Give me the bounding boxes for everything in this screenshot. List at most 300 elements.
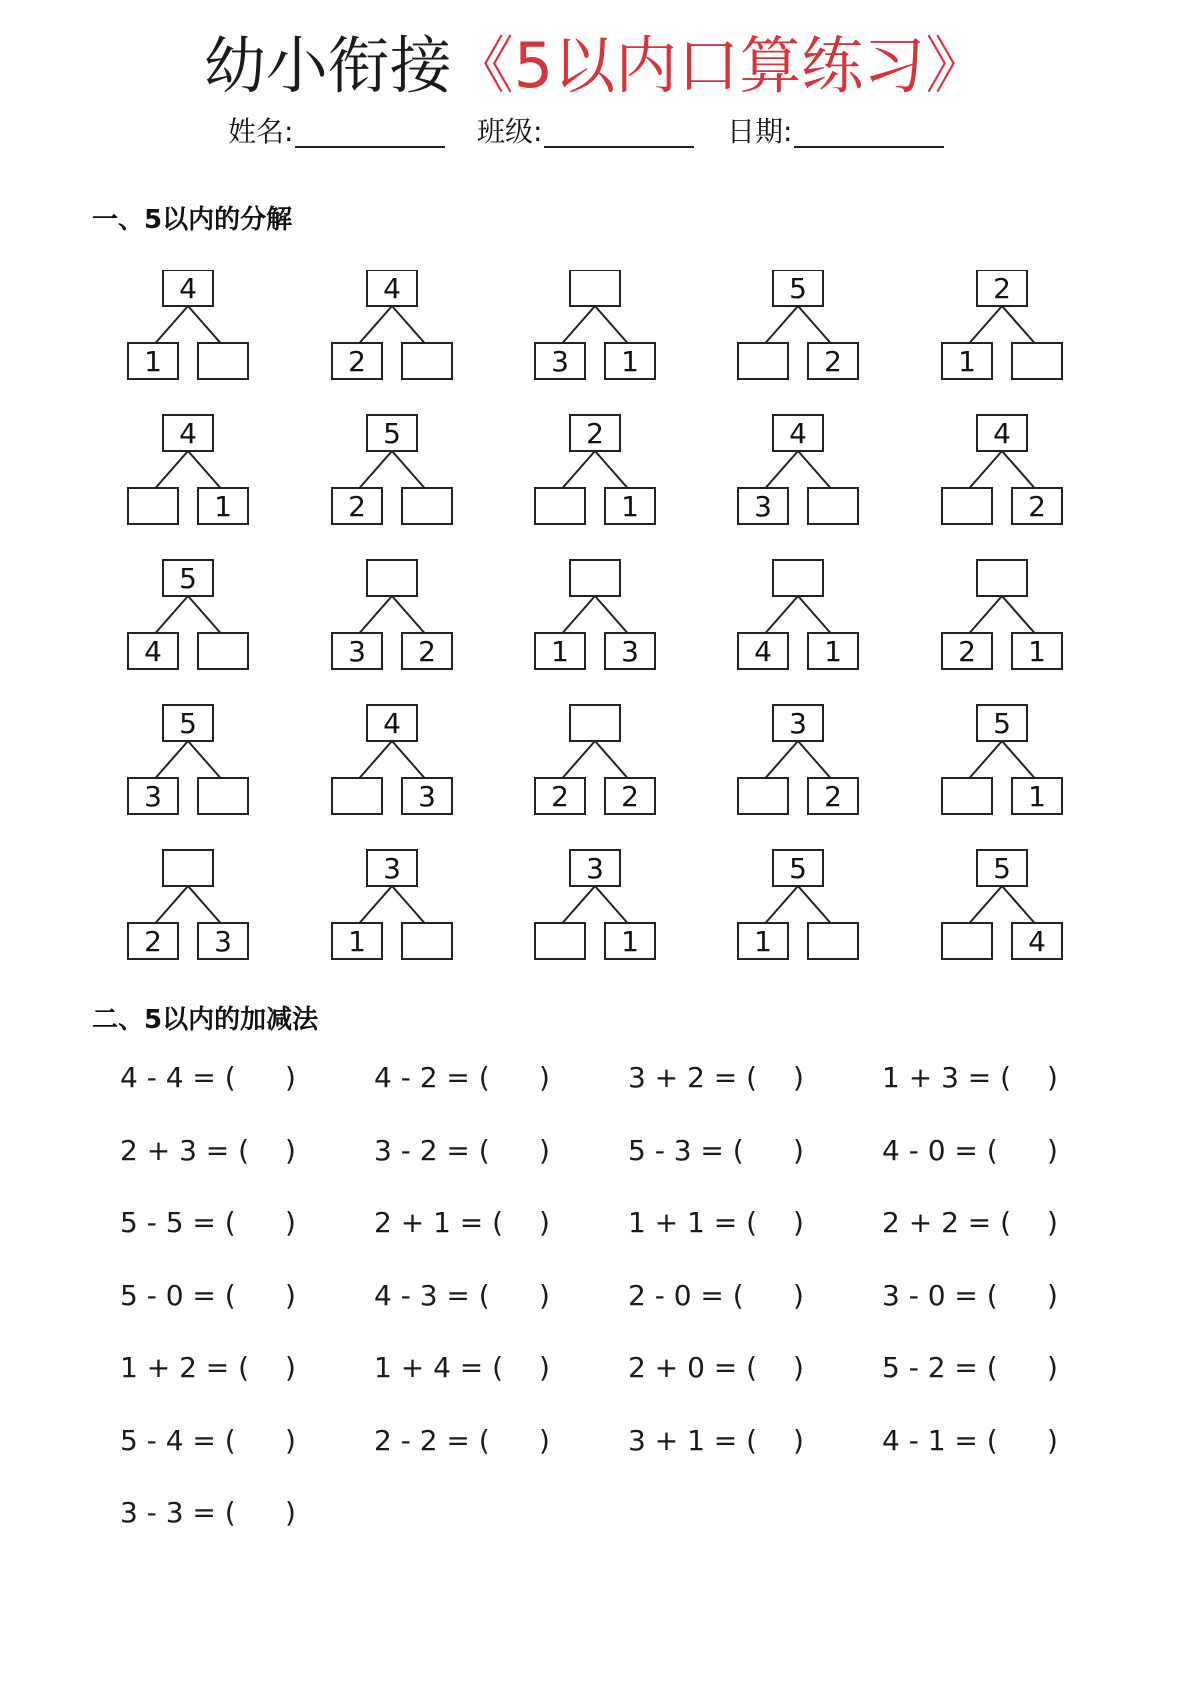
tree-left-box-frame <box>332 778 382 814</box>
equation-item[interactable] <box>374 1133 550 1169</box>
decomposition-tree <box>128 560 248 669</box>
branch-left <box>970 451 1003 488</box>
tree-top-box-value: 4 <box>383 272 401 305</box>
tree-top-box-value: 3 <box>586 852 604 885</box>
answer-close-paren: ) <box>793 1423 804 1457</box>
tree-top-box-value: 4 <box>179 417 197 450</box>
tree-left-box[interactable] <box>942 778 992 814</box>
branch-right <box>798 451 831 488</box>
equation-item[interactable] <box>882 1205 1058 1241</box>
tree-left-box-frame <box>535 488 585 524</box>
equation-item[interactable] <box>628 1133 804 1169</box>
decomposition-tree <box>738 560 858 669</box>
equation-text: 5 - 5 = ( <box>120 1206 236 1239</box>
tree-top-box-value: 3 <box>383 852 401 885</box>
tree-top-box <box>977 415 1027 451</box>
tree-right-box-frame <box>198 778 248 814</box>
class-field[interactable] <box>477 112 694 152</box>
branch-right <box>1002 306 1035 343</box>
tree-right-box <box>808 633 858 669</box>
answer-close-paren: ) <box>539 1133 550 1167</box>
branch-left <box>360 596 393 633</box>
tree-left-box-value: 4 <box>754 635 772 668</box>
branch-left <box>970 596 1003 633</box>
equation-item[interactable] <box>628 1350 804 1386</box>
tree-right-box-value: 1 <box>621 925 639 958</box>
date-field[interactable] <box>727 112 944 152</box>
branch-left <box>766 886 799 923</box>
tree-top-box-value: 3 <box>789 707 807 740</box>
answer-close-paren: ) <box>793 1061 804 1094</box>
answer-close-paren: ) <box>285 1061 296 1094</box>
equation-text: 1 + 4 = ( <box>374 1351 504 1384</box>
tree-left-box-value: 3 <box>551 345 569 378</box>
branch-right <box>595 451 628 488</box>
answer-close-paren: ) <box>285 1351 296 1384</box>
tree-left-box <box>332 343 382 379</box>
branch-left <box>766 306 799 343</box>
equation-text: 4 - 1 = ( <box>882 1423 998 1457</box>
tree-top-box-value: 5 <box>789 852 807 885</box>
class-blank[interactable] <box>544 112 694 148</box>
tree-top-box[interactable] <box>570 560 620 596</box>
tree-right-box[interactable] <box>198 778 248 814</box>
decomposition-tree <box>535 705 655 814</box>
equation-text: 4 - 0 = ( <box>882 1133 998 1167</box>
tree-left-box[interactable] <box>535 923 585 959</box>
equation-text: 2 + 3 = ( <box>120 1133 250 1167</box>
branch-left <box>970 741 1003 778</box>
tree-right-box-frame <box>198 343 248 379</box>
tree-right-box-frame <box>198 633 248 669</box>
branch-right <box>188 451 221 488</box>
equation-text: 5 - 0 = ( <box>120 1278 236 1312</box>
equation-item[interactable] <box>120 1205 296 1241</box>
equation-item[interactable] <box>120 1278 296 1314</box>
branch-right <box>1002 886 1035 923</box>
branch-right <box>595 741 628 778</box>
decomposition-tree <box>942 850 1062 959</box>
tree-top-box-value: 5 <box>179 562 197 595</box>
tree-right-box-frame <box>402 923 452 959</box>
tree-right-box-value: 4 <box>1028 925 1046 958</box>
tree-right-box <box>605 923 655 959</box>
branch-left <box>563 741 596 778</box>
name-blank[interactable] <box>295 112 445 148</box>
answer-close-paren: ) <box>539 1278 550 1312</box>
equation-item[interactable] <box>882 1423 1058 1459</box>
tree-right-box <box>808 343 858 379</box>
branch-right <box>798 741 831 778</box>
equation-item[interactable] <box>374 1205 550 1241</box>
branch-right <box>595 596 628 633</box>
tree-top-box <box>977 850 1027 886</box>
branch-right <box>392 741 425 778</box>
answer-close-paren: ) <box>285 1206 296 1239</box>
answer-close-paren: ) <box>1047 1423 1058 1457</box>
branch-left <box>970 886 1003 923</box>
tree-top-box <box>773 850 823 886</box>
tree-left-box[interactable] <box>942 923 992 959</box>
branch-left <box>360 886 393 923</box>
tree-right-box[interactable] <box>808 488 858 524</box>
tree-right-box-value: 1 <box>1028 780 1046 813</box>
tree-right-box[interactable] <box>402 343 452 379</box>
tree-right-box-value: 2 <box>621 780 639 813</box>
tree-top-box-value: 4 <box>789 417 807 450</box>
tree-right-box <box>1012 633 1062 669</box>
branch-right <box>798 596 831 633</box>
equation-text: 3 - 2 = ( <box>374 1133 490 1167</box>
tree-right-box <box>605 633 655 669</box>
branch-right <box>798 886 831 923</box>
equation-item[interactable] <box>120 1133 296 1169</box>
branch-left <box>563 596 596 633</box>
tree-right-box[interactable] <box>1012 343 1062 379</box>
equation-text: 5 - 4 = ( <box>120 1423 236 1457</box>
branch-right <box>188 596 221 633</box>
equation-text: 3 - 3 = ( <box>120 1496 236 1529</box>
decomposition-grid <box>0 270 1191 970</box>
equation-text: 4 - 4 = ( <box>120 1061 236 1094</box>
tree-left-box <box>535 778 585 814</box>
branch-left <box>156 741 189 778</box>
tree-top-box <box>773 415 823 451</box>
tree-left-box-value: 3 <box>754 490 772 523</box>
class-label: 班级: <box>477 115 543 148</box>
tree-right-box-value: 3 <box>418 780 436 813</box>
name-field[interactable] <box>228 112 445 152</box>
tree-left-box <box>738 923 788 959</box>
equation-text: 2 + 0 = ( <box>628 1351 758 1384</box>
tree-top-box <box>977 705 1027 741</box>
tree-top-box[interactable] <box>977 560 1027 596</box>
tree-left-box[interactable] <box>332 778 382 814</box>
equation-text: 4 - 2 = ( <box>374 1061 490 1094</box>
tree-right-box <box>1012 778 1062 814</box>
tree-left-box <box>332 923 382 959</box>
tree-right-box-frame <box>1012 343 1062 379</box>
branch-right <box>188 306 221 343</box>
tree-left-box-value: 1 <box>551 635 569 668</box>
equation-item[interactable] <box>374 1350 550 1386</box>
decomposition-tree <box>738 850 858 959</box>
tree-top-box[interactable] <box>570 270 620 306</box>
tree-top-box <box>367 705 417 741</box>
answer-close-paren: ) <box>1047 1061 1058 1094</box>
equation-item[interactable] <box>882 1133 1058 1169</box>
tree-top-box[interactable] <box>163 850 213 886</box>
tree-left-box <box>128 633 178 669</box>
answer-close-paren: ) <box>539 1423 550 1457</box>
tree-top-box <box>367 270 417 306</box>
branch-left <box>360 741 393 778</box>
decomposition-tree <box>535 850 655 959</box>
tree-left-box-frame <box>535 923 585 959</box>
tree-top-box[interactable] <box>367 560 417 596</box>
tree-right-box-value: 3 <box>214 925 232 958</box>
tree-left-box <box>128 923 178 959</box>
title-plain: 幼小衔接 <box>203 29 452 102</box>
tree-right-box-value: 1 <box>214 490 232 523</box>
tree-right-box-value: 3 <box>621 635 639 668</box>
answer-close-paren: ) <box>1047 1206 1058 1239</box>
tree-left-box-value: 2 <box>348 490 366 523</box>
equation-item[interactable] <box>374 1423 550 1459</box>
branch-right <box>392 451 425 488</box>
equation-item[interactable] <box>882 1278 1058 1314</box>
tree-right-box-value: 1 <box>621 345 639 378</box>
tree-left-box-frame <box>942 488 992 524</box>
equation-item[interactable] <box>374 1278 550 1314</box>
tree-right-box[interactable] <box>198 633 248 669</box>
tree-left-box <box>128 778 178 814</box>
branch-left <box>563 306 596 343</box>
equation-text: 1 + 3 = ( <box>882 1061 1012 1094</box>
tree-right-box-value: 2 <box>418 635 436 668</box>
equation-item[interactable] <box>628 1205 804 1241</box>
student-info-row <box>0 112 1191 162</box>
branch-right <box>595 886 628 923</box>
tree-right-box <box>605 488 655 524</box>
tree-right-box <box>198 488 248 524</box>
name-label: 姓名: <box>228 115 294 148</box>
branch-left <box>766 741 799 778</box>
tree-right-box-value: 2 <box>1028 490 1046 523</box>
branch-left <box>156 306 189 343</box>
equation-text: 1 + 2 = ( <box>120 1351 250 1384</box>
tree-top-box <box>570 415 620 451</box>
equation-item[interactable] <box>120 1350 296 1386</box>
decomposition-tree <box>942 705 1062 814</box>
tree-right-box <box>198 923 248 959</box>
decomposition-tree <box>332 850 452 959</box>
answer-close-paren: ) <box>285 1133 296 1167</box>
branch-left <box>156 451 189 488</box>
branch-left <box>156 596 189 633</box>
tree-right-box <box>1012 923 1062 959</box>
decomposition-tree <box>128 705 248 814</box>
tree-left-box <box>332 633 382 669</box>
answer-close-paren: ) <box>285 1278 296 1312</box>
tree-right-box-value: 2 <box>824 780 842 813</box>
tree-right-box <box>402 778 452 814</box>
branch-right <box>595 306 628 343</box>
branch-right <box>1002 451 1035 488</box>
title-accent: 《5以内口算练习》 <box>451 29 988 102</box>
answer-close-paren: ) <box>285 1423 296 1457</box>
equation-item[interactable] <box>374 1060 550 1096</box>
page-title <box>0 28 1191 104</box>
tree-top-box <box>570 850 620 886</box>
tree-top-box <box>773 270 823 306</box>
answer-close-paren: ) <box>285 1496 296 1529</box>
branch-left <box>766 451 799 488</box>
tree-top-box-value: 2 <box>586 417 604 450</box>
equation-text: 5 - 3 = ( <box>628 1133 744 1167</box>
equation-text: 1 + 1 = ( <box>628 1206 758 1239</box>
tree-top-box-value: 4 <box>993 417 1011 450</box>
branch-left <box>766 596 799 633</box>
tree-left-box-value: 1 <box>144 345 162 378</box>
decomposition-tree <box>332 705 452 814</box>
decomposition-tree <box>128 270 248 379</box>
tree-top-box-value: 4 <box>383 707 401 740</box>
equation-text: 3 + 2 = ( <box>628 1061 758 1094</box>
tree-top-box <box>163 705 213 741</box>
tree-left-box-value: 1 <box>348 925 366 958</box>
branch-right <box>1002 596 1035 633</box>
equation-item[interactable] <box>628 1060 804 1096</box>
tree-top-box-frame <box>977 560 1027 596</box>
tree-right-box-value: 1 <box>824 635 842 668</box>
equation-text: 2 - 0 = ( <box>628 1278 744 1312</box>
answer-close-paren: ) <box>793 1278 804 1312</box>
tree-left-box-value: 1 <box>754 925 772 958</box>
decomposition-tree <box>738 705 858 814</box>
tree-left-box-value: 3 <box>348 635 366 668</box>
decomposition-tree <box>128 850 248 959</box>
equation-text: 2 + 2 = ( <box>882 1206 1012 1239</box>
tree-top-box <box>163 270 213 306</box>
decomposition-tree <box>535 270 655 379</box>
tree-top-box <box>163 560 213 596</box>
tree-left-box[interactable] <box>128 488 178 524</box>
tree-top-box-value: 5 <box>789 272 807 305</box>
tree-left-box[interactable] <box>738 778 788 814</box>
tree-left-box-value: 4 <box>144 635 162 668</box>
tree-right-box <box>1012 488 1062 524</box>
decomposition-tree <box>128 415 248 524</box>
tree-top-box <box>163 415 213 451</box>
tree-left-box[interactable] <box>942 488 992 524</box>
tree-right-box[interactable] <box>402 488 452 524</box>
tree-top-box-frame <box>367 560 417 596</box>
answer-close-paren: ) <box>539 1206 550 1239</box>
tree-left-box-frame <box>738 778 788 814</box>
equation-text: 2 + 1 = ( <box>374 1206 504 1239</box>
tree-top-box-value: 5 <box>993 707 1011 740</box>
tree-top-box-value: 5 <box>383 417 401 450</box>
tree-left-box <box>942 343 992 379</box>
tree-top-box-frame <box>570 705 620 741</box>
equation-item[interactable] <box>882 1350 1058 1386</box>
answer-close-paren: ) <box>1047 1133 1058 1167</box>
tree-left-box <box>128 343 178 379</box>
branch-left <box>970 306 1003 343</box>
tree-top-box[interactable] <box>773 560 823 596</box>
decomposition-tree <box>942 270 1062 379</box>
tree-right-box <box>605 778 655 814</box>
tree-left-box <box>738 488 788 524</box>
tree-top-box[interactable] <box>570 705 620 741</box>
tree-top-box <box>773 705 823 741</box>
decomposition-tree <box>942 560 1062 669</box>
tree-right-box[interactable] <box>808 923 858 959</box>
equation-item[interactable] <box>628 1278 804 1314</box>
tree-right-box-value: 1 <box>621 490 639 523</box>
tree-left-box <box>535 343 585 379</box>
tree-right-box <box>402 633 452 669</box>
tree-right-box[interactable] <box>402 923 452 959</box>
tree-left-box-value: 2 <box>958 635 976 668</box>
tree-top-box <box>367 415 417 451</box>
answer-close-paren: ) <box>1047 1351 1058 1384</box>
tree-top-box-value: 5 <box>179 707 197 740</box>
equation-text: 4 - 3 = ( <box>374 1278 490 1312</box>
decomposition-tree <box>942 415 1062 524</box>
tree-left-box-value: 2 <box>551 780 569 813</box>
section-add-subtract-title: 二、5以内的加减法 <box>92 1005 319 1035</box>
tree-top-box-value: 4 <box>179 272 197 305</box>
branch-right <box>1002 741 1035 778</box>
tree-right-box <box>808 778 858 814</box>
decomposition-tree <box>738 270 858 379</box>
tree-left-box-frame <box>128 488 178 524</box>
decomposition-tree <box>332 415 452 524</box>
section-decomposition-title: 一、5以内的分解 <box>92 205 293 235</box>
equation-text: 3 - 0 = ( <box>882 1278 998 1312</box>
tree-left-box-value: 1 <box>958 345 976 378</box>
answer-close-paren: ) <box>793 1206 804 1239</box>
tree-top-box-frame <box>773 560 823 596</box>
branch-left <box>563 886 596 923</box>
date-blank[interactable] <box>794 112 944 148</box>
equation-item[interactable] <box>882 1060 1058 1096</box>
tree-top-box-frame <box>570 560 620 596</box>
tree-top-box-value: 5 <box>993 852 1011 885</box>
branch-left <box>360 306 393 343</box>
tree-top-box-value: 2 <box>993 272 1011 305</box>
date-label: 日期: <box>727 115 793 148</box>
tree-right-box-frame <box>402 343 452 379</box>
answer-close-paren: ) <box>539 1061 550 1094</box>
equation-item[interactable] <box>120 1060 296 1096</box>
tree-left-box[interactable] <box>738 343 788 379</box>
branch-right <box>798 306 831 343</box>
decomposition-tree <box>535 560 655 669</box>
equation-item[interactable] <box>120 1423 296 1459</box>
branch-right <box>392 886 425 923</box>
branch-right <box>188 886 221 923</box>
tree-left-box-frame <box>942 778 992 814</box>
tree-left-box <box>535 633 585 669</box>
equation-text: 2 - 2 = ( <box>374 1423 490 1457</box>
equation-item[interactable] <box>120 1495 296 1531</box>
decomposition-tree <box>332 560 452 669</box>
tree-right-box-value: 2 <box>824 345 842 378</box>
tree-right-box-frame <box>808 923 858 959</box>
branch-left <box>360 451 393 488</box>
decomposition-tree <box>738 415 858 524</box>
tree-left-box-frame <box>942 923 992 959</box>
tree-left-box <box>738 633 788 669</box>
branch-left <box>156 886 189 923</box>
decomposition-tree <box>332 270 452 379</box>
equation-text: 3 + 1 = ( <box>628 1423 758 1457</box>
tree-right-box[interactable] <box>198 343 248 379</box>
tree-right-box-frame <box>808 488 858 524</box>
equation-item[interactable] <box>628 1423 804 1459</box>
tree-left-box-value: 3 <box>144 780 162 813</box>
branch-right <box>392 596 425 633</box>
tree-top-box <box>977 270 1027 306</box>
decomposition-tree <box>535 415 655 524</box>
tree-right-box-value: 1 <box>1028 635 1046 668</box>
answer-close-paren: ) <box>793 1133 804 1167</box>
tree-left-box-value: 2 <box>144 925 162 958</box>
tree-left-box[interactable] <box>535 488 585 524</box>
